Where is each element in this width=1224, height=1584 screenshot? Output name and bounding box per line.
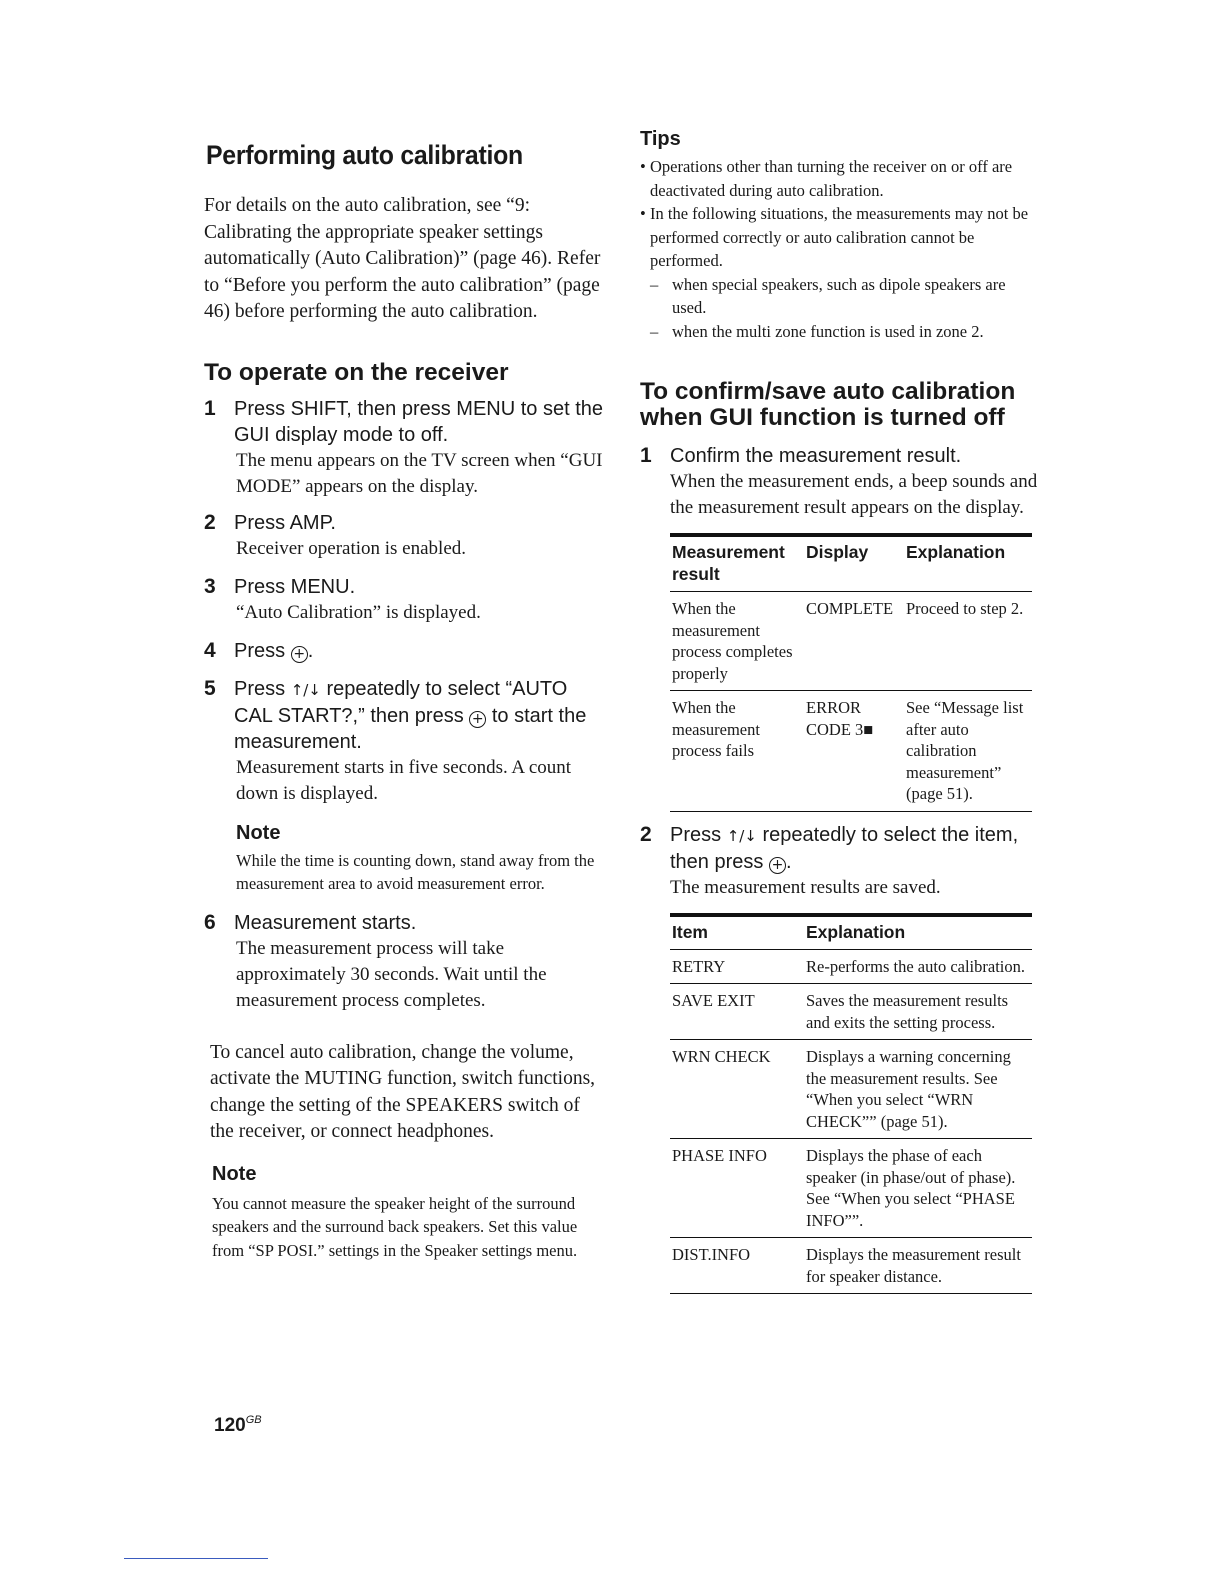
enter-button-icon: + <box>469 711 486 728</box>
note-text: While the time is counting down, stand away from the measurement area to avoid measurement error. <box>236 850 595 893</box>
tips-title: Tips <box>640 128 681 150</box>
step-5 <box>204 676 604 896</box>
step-number: 3 <box>204 574 216 598</box>
step-number: 2 <box>640 822 652 846</box>
step-number: 5 <box>204 676 216 700</box>
step-number: 2 <box>204 510 216 534</box>
step-text: . <box>785 850 792 873</box>
step-heading <box>234 638 604 664</box>
measurement-result-table <box>670 533 1032 812</box>
page-number-suffix: GB <box>245 1414 262 1426</box>
step-number: 1 <box>204 396 216 420</box>
cell-explanation: Displays the measurement result for speaker distance. <box>806 1245 1021 1286</box>
cell-item: PHASE INFO <box>672 1146 767 1165</box>
cell-explanation: See “Message list after auto calibration measurement” (page 51). <box>906 698 1024 803</box>
item-table <box>670 913 1032 1295</box>
note-box <box>212 1162 604 1263</box>
page-title: Performing auto calibration <box>206 140 523 170</box>
table-row <box>670 1040 1032 1139</box>
step-text: . <box>307 639 314 662</box>
step-text: repeatedly to select “AUTO CAL START?,” then press <box>234 677 568 727</box>
step-heading <box>234 676 604 755</box>
table-row <box>670 1238 1032 1294</box>
cancel-paragraph: To cancel auto calibration, change the volume, activate the MUTING function, switch functions, change the setting of the SPEAKERS switch of the receiver, or connect headphones. <box>210 1041 596 1142</box>
step-text: Press <box>234 639 286 662</box>
cell-display: COMPLETE <box>806 599 894 618</box>
step-heading: Press SHIFT, then press MENU to set the GUI display mode to off. <box>234 397 604 446</box>
intro-paragraph: For details on the auto calibration, see “9: Calibrating the appropriate speaker settings automatically (Auto Calibration)” (page 46). Refer to “Before you perform the auto calibration” (page 46) before performing the auto calibration. <box>204 195 601 322</box>
step-text: repeatedly to select the item, then press <box>670 823 1019 873</box>
cell-explanation: Proceed to step 2. <box>906 599 1024 618</box>
table-row <box>670 1139 1032 1238</box>
step-text: Press <box>234 677 286 700</box>
right-column <box>640 128 1040 1294</box>
cell-item: RETRY <box>672 956 726 976</box>
table-row <box>670 984 1032 1040</box>
step-number: 6 <box>204 910 216 934</box>
step-heading: Press MENU. <box>234 575 356 598</box>
note-box <box>236 821 604 896</box>
page-number-value: 120 <box>214 1415 246 1436</box>
note-text: You cannot measure the speaker height of the surround speakers and the surround back speakers. Set this value from “SP POSI.” settings in the Speaker settings menu. <box>212 1193 578 1260</box>
step-body: The menu appears on the TV screen when “GUI MODE” appears on the display. <box>236 449 603 497</box>
table-header-row <box>670 915 1032 950</box>
enter-button-icon: + <box>769 857 786 874</box>
note-title: Note <box>212 1162 257 1185</box>
step-number: 4 <box>204 638 216 662</box>
tip-item: • Operations other than turning the receiver on or off are deactivated during auto calibration. <box>640 155 1040 202</box>
col-header: Measurement result <box>672 542 785 584</box>
table-header-row <box>670 535 1032 592</box>
cell-explanation: Displays the phase of each speaker (in phase/out of phase). See “When you select “PHASE INFO””. <box>806 1146 1016 1230</box>
cell-result: When the measurement process fails <box>672 698 760 760</box>
col-header: Explanation <box>906 542 1006 562</box>
col-header: Explanation <box>806 921 906 942</box>
cell-explanation: Re-performs the auto calibration. <box>806 956 1026 976</box>
table-row <box>670 691 1032 812</box>
step-6 <box>204 910 604 1014</box>
step-1 <box>204 396 604 500</box>
up-down-arrow-icon: ↑/↓ <box>290 680 321 699</box>
confirm-steps <box>640 443 1040 1294</box>
left-column <box>204 140 604 1262</box>
tip-item: • In the following situations, the measurements may not be performed correctly or auto calibration cannot be performed. <box>640 202 1040 273</box>
table-row <box>670 592 1032 691</box>
col-header: Item <box>672 921 708 942</box>
section-title-receiver: To operate on the receiver <box>204 358 509 386</box>
cell-explanation: Saves the measurement results and exits the setting process. <box>806 991 1009 1032</box>
step-1 <box>640 443 1040 812</box>
table-row <box>670 949 1032 984</box>
page-number <box>214 1414 262 1437</box>
tips-list <box>640 155 1040 343</box>
cell-item: SAVE EXIT <box>672 991 755 1010</box>
cell-item: DIST.INFO <box>672 1245 751 1264</box>
step-4 <box>204 638 604 664</box>
step-body: Receiver operation is enabled. <box>236 537 467 559</box>
step-body: “Auto Calibration” is displayed. <box>236 601 481 623</box>
step-body: The measurement results are saved. <box>670 876 941 898</box>
step-3 <box>204 574 604 626</box>
cell-result: When the measurement process completes properly <box>672 599 793 683</box>
step-2 <box>204 510 604 562</box>
step-number: 1 <box>640 444 652 467</box>
cell-item: WRN CHECK <box>672 1047 771 1066</box>
col-header: Display <box>806 542 869 562</box>
cell-display: ERROR CODE 3■ <box>806 698 874 739</box>
receiver-steps <box>204 396 604 1014</box>
step-heading: Confirm the measurement result. <box>670 445 962 467</box>
step-body: Measurement starts in five seconds. A count down is displayed. <box>236 756 572 804</box>
tip-subitem: – when special speakers, such as dipole speakers are used. <box>640 273 1040 320</box>
note-title: Note <box>236 821 281 844</box>
step-heading <box>670 822 1040 875</box>
enter-button-icon: + <box>291 646 308 663</box>
section-title-confirm: To confirm/save auto calibration when GUI function is turned off <box>640 378 1016 431</box>
step-heading: Measurement starts. <box>234 911 417 934</box>
step-heading: Press AMP. <box>234 511 336 534</box>
step-body: The measurement process will take approximately 30 seconds. Wait until the measurement process completes. <box>236 937 547 1011</box>
step-body: When the measurement ends, a beep sounds and the measurement result appears on the display. <box>670 471 1038 518</box>
step-text: to start the measurement. <box>234 704 587 753</box>
step-2 <box>640 822 1040 1295</box>
up-down-arrow-icon: ↑/↓ <box>726 826 757 845</box>
step-text: Press <box>670 823 722 846</box>
tip-subitem: – when the multi zone function is used in zone 2. <box>640 320 1040 344</box>
cell-explanation: Displays a warning concerning the measurement results. See “When you select “WRN CHECK”” (page 51). <box>806 1047 1011 1131</box>
footer-rule <box>124 1558 268 1559</box>
